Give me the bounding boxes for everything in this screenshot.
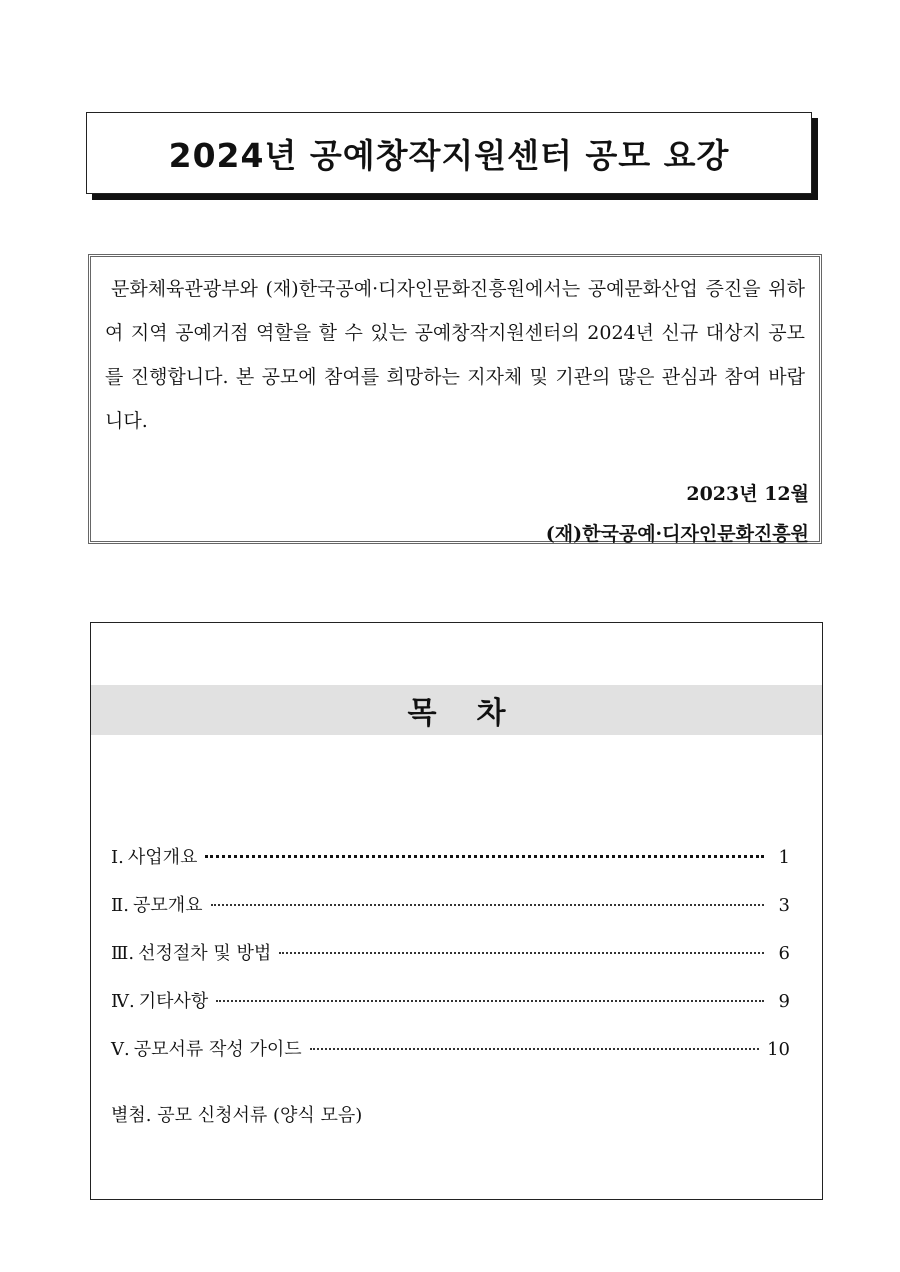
toc-item[interactable] — [111, 843, 790, 891]
toc-item-label: 선정절차 및 방법 — [138, 943, 272, 964]
table-of-contents — [90, 622, 823, 1200]
toc-item-number: Ⅳ. — [111, 991, 135, 1012]
toc-item-page: 9 — [778, 991, 790, 1012]
toc-appendix[interactable]: 별첨. 공모 신청서류 (양식 모음) — [111, 1105, 363, 1126]
toc-item-label: 기타사항 — [138, 991, 209, 1012]
toc-item-number: Ⅰ. — [111, 847, 124, 868]
document-title: 2024년 공예창작지원센터 공모 요강 — [168, 135, 730, 175]
intro-organization: (재)한국공예·디자인문화진흥원 — [545, 523, 809, 545]
toc-item[interactable] — [111, 987, 790, 1035]
title-box — [86, 112, 812, 194]
toc-item[interactable] — [111, 891, 790, 939]
toc-item-label: 사업개요 — [127, 847, 198, 868]
toc-item-number: Ⅲ. — [111, 943, 135, 964]
intro-date: 2023년 12월 — [686, 483, 809, 505]
toc-item[interactable] — [111, 939, 790, 987]
toc-item-page: 3 — [778, 895, 790, 916]
toc-item-label: 공모개요 — [132, 895, 203, 916]
toc-leader-dots — [205, 855, 764, 858]
toc-leader-dots — [279, 952, 764, 954]
toc-heading: 목차 — [407, 696, 546, 731]
toc-heading-band — [91, 685, 822, 735]
toc-item-number: Ⅴ. — [111, 1039, 130, 1060]
toc-leader-dots — [211, 904, 764, 906]
toc-item-number: Ⅱ. — [111, 895, 129, 916]
toc-list — [111, 843, 790, 1083]
toc-item-page: 1 — [778, 847, 790, 868]
toc-item[interactable] — [111, 1035, 790, 1083]
toc-item-label: 공모서류 작성 가이드 — [133, 1039, 302, 1060]
toc-leader-dots — [216, 1000, 764, 1002]
toc-item-page: 10 — [767, 1039, 790, 1060]
intro-paragraph: 문화체육관광부와 (재)한국공예·디자인문화진흥원에서는 공예문화산업 증진을 위하여 지역 공예거점 역할을 할 수 있는 공예창작지원센터의 2024년 신규 대상지 공모를 진행합니다. 본 공모에 참여를 희망하는 지자체 및 기관의 많은 관심과 참여 바랍니다. — [105, 278, 805, 432]
toc-leader-dots — [310, 1048, 759, 1050]
toc-item-page: 6 — [778, 943, 790, 964]
intro-box — [88, 254, 822, 544]
